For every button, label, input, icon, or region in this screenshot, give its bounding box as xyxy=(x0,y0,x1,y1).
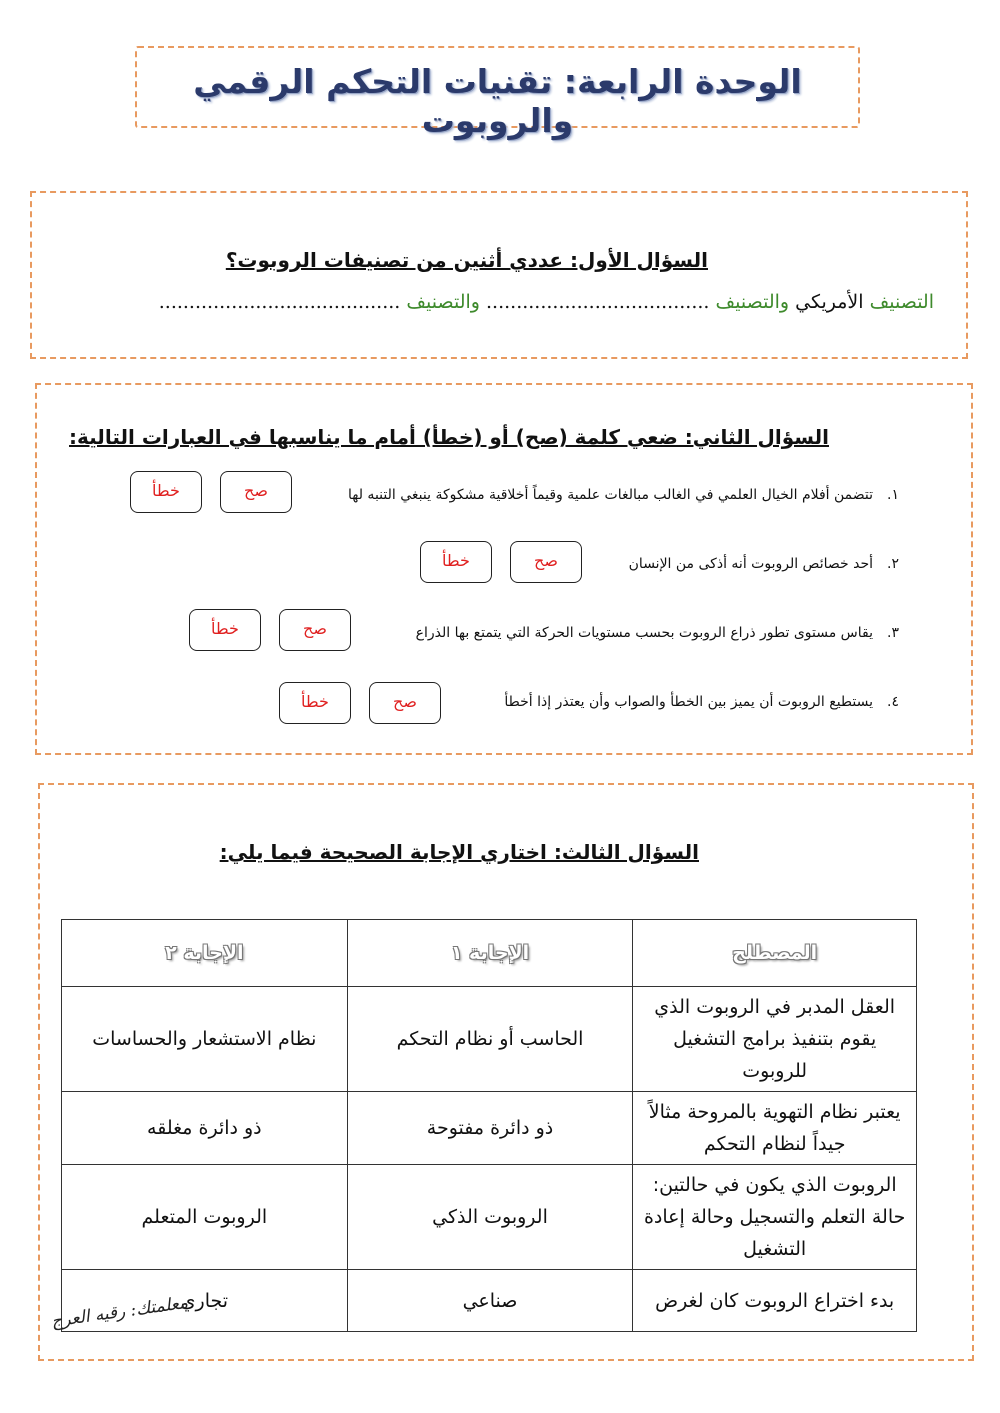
page-title: الوحدة الرابعة: تقنيات التحكم الرقمي والروبوت xyxy=(193,62,802,140)
classification-word-3: والتصنيف xyxy=(406,291,480,313)
teacher-signature: معلمتك: رقيه العرج xyxy=(50,1292,190,1332)
statement-4: ٤.يستطيع الروبوت أن يميز بين الخطأ والصواب وأن يعتذر إذا أخطأ xyxy=(504,694,899,710)
statement-3: ٣.يقاس مستوى تطور ذراع الروبوت بحسب مستويات الحركة التي يتمتع بها الذراع xyxy=(415,625,899,641)
answer-2-cell[interactable]: ذو دائرة مغلقه xyxy=(62,1092,348,1165)
term-cell: يعتبر نظام التهوية بالمروحة مثالاً جيداً لنظام التحكم xyxy=(633,1092,917,1165)
table-row xyxy=(62,1270,917,1332)
table-row xyxy=(62,987,917,1092)
statement-1-true-button[interactable]: صح xyxy=(220,471,292,513)
question-2-heading: السؤال الثاني: ضعي كلمة (صح) أو (خطأ) أمام ما يناسبها في العبارات التالية: xyxy=(69,425,829,449)
answer-2-cell[interactable]: تجاري xyxy=(62,1270,348,1332)
statement-1-false-button[interactable]: خطأ xyxy=(130,471,202,513)
question-1-section xyxy=(30,191,968,359)
answer-2-cell[interactable]: نظام الاستشعار والحساسات xyxy=(62,987,348,1092)
answer-1-cell[interactable]: صناعي xyxy=(347,1270,633,1332)
answer-blank-1[interactable]: ..................................... xyxy=(479,291,716,313)
table-header-row xyxy=(62,920,917,987)
question-3-heading: السؤال الثالث: اختاري الإجابة الصحيحة فيما يلي: xyxy=(219,840,699,864)
answer-1-cell[interactable]: الروبوت الذكي xyxy=(347,1165,633,1270)
answer-1-cell[interactable]: الحاسب أو نظام التحكم xyxy=(347,987,633,1092)
term-cell: بدء اختراع الروبوت كان لغرض xyxy=(633,1270,917,1332)
table-row xyxy=(62,1092,917,1165)
question-1-heading: السؤال الأول: عددي أثنين من تصنيفات الروبوت؟ xyxy=(225,248,708,272)
statement-1: ١.تتضمن أفلام الخيال العلمي في الغالب مبالغات علمية وقيماً أخلاقية مشكوكة ينبغي التنبه لها xyxy=(348,487,899,503)
answer-blank-2[interactable]: ........................................ xyxy=(158,291,407,313)
question-3-section xyxy=(38,783,974,1361)
term-cell: العقل المدبر في الروبوت الذي يقوم بتنفيذ برامج التشغيل للروبوت xyxy=(633,987,917,1092)
column-header-answer-1: الإجابة ١ xyxy=(347,920,633,987)
answer-2-cell[interactable]: الروبوت المتعلم xyxy=(62,1165,348,1270)
column-header-term: المصطلح xyxy=(633,920,917,987)
classification-word-1: التصنيف xyxy=(869,291,934,313)
question-2-section xyxy=(35,383,973,755)
classification-word-2: والتصنيف xyxy=(715,291,790,313)
answers-table xyxy=(61,919,917,1332)
question-1-answer-line xyxy=(159,291,934,313)
statement-4-true-button[interactable]: صح xyxy=(369,682,441,724)
statement-3-true-button[interactable]: صح xyxy=(279,609,351,651)
title-frame xyxy=(135,46,860,140)
statement-4-false-button[interactable]: خطأ xyxy=(279,682,351,724)
term-cell: الروبوت الذي يكون في حالتين: حالة التعلم والتسجيل وحالة إعادة التشغيل xyxy=(633,1165,917,1270)
answer-1-cell[interactable]: ذو دائرة مفتوحة xyxy=(347,1092,633,1165)
column-header-answer-2: الإجابة ٢ xyxy=(62,920,348,987)
statement-2: ٢.أحد خصائص الروبوت أنه أذكى من الإنسان xyxy=(628,556,899,572)
statement-3-false-button[interactable]: خطأ xyxy=(189,609,261,651)
american-word: الأمريكي xyxy=(789,291,870,313)
statement-2-true-button[interactable]: صح xyxy=(510,541,582,583)
statement-2-false-button[interactable]: خطأ xyxy=(420,541,492,583)
table-row xyxy=(62,1165,917,1270)
